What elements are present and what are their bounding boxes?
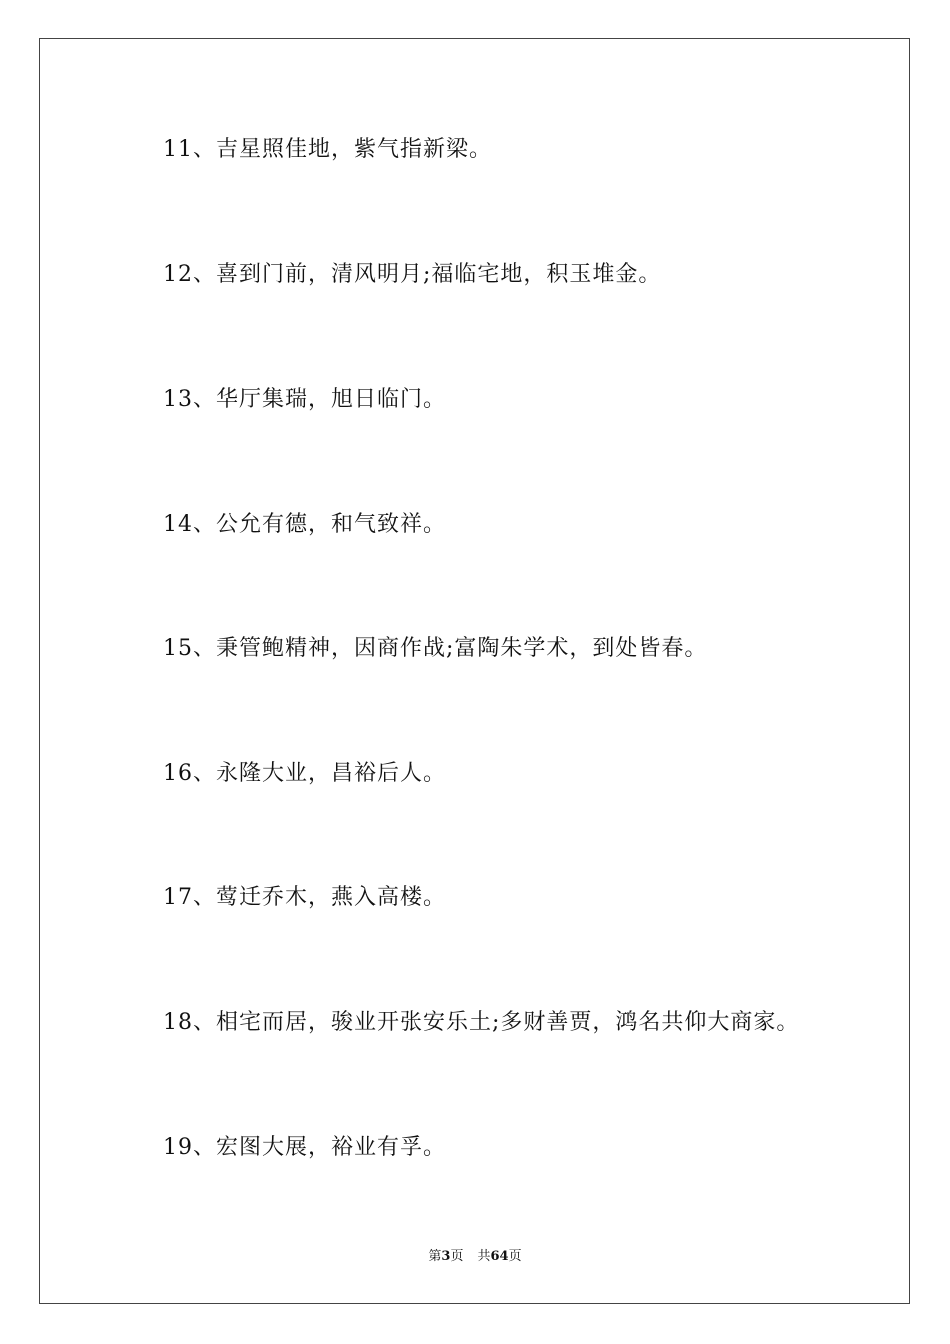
total-pages: 64 [490,1249,509,1264]
list-item: 12、喜到门前，清风明月;福临宅地，积玉堆金。 [163,262,662,287]
page-prefix: 第 [428,1249,442,1264]
list-item: 14、公允有德，和气致祥。 [163,512,446,537]
total-suffix: 页 [508,1249,522,1264]
list-item: 13、华厅集瑞，旭日临门。 [163,387,446,412]
list-item: 16、永隆大业，昌裕后人。 [163,761,446,786]
page-frame [39,38,910,1304]
total-prefix: 共 [477,1249,491,1264]
list-item: 11、吉星照佳地，紫气指新梁。 [163,137,492,162]
page-footer [0,1248,950,1266]
page-number: 3 [441,1249,451,1264]
list-item: 19、宏图大展，裕业有孚。 [163,1135,446,1160]
list-item: 18、相宅而居，骏业开张安乐土;多财善贾，鸿名共仰大商家。 [163,1010,800,1035]
page-suffix: 页 [450,1249,464,1264]
list-item: 15、秉管鲍精神，因商作战;富陶朱学术，到处皆春。 [163,636,708,661]
list-item: 17、莺迁乔木，燕入高楼。 [163,885,446,910]
